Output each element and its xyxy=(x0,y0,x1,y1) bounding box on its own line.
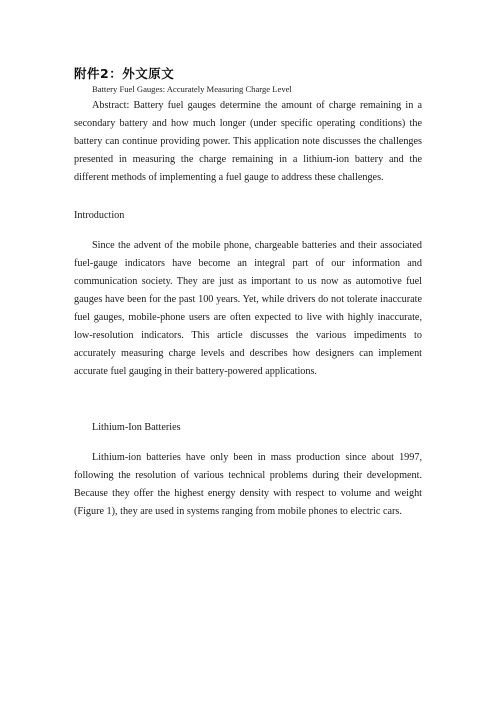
lithium-ion-paragraph: Lithium-ion batteries have only been in mass production since about 1997, following the resolution of various technical problems during their development. Because they offer the highest energy density with respect to volume and weight (Figure 1), they are used in systems ranging from mobile phones to electric cars. xyxy=(74,452,422,517)
section-heading-lithium-ion: Lithium-Ion Batteries xyxy=(92,422,181,433)
article-title: Battery Fuel Gauges: Accurately Measuring Charge Level xyxy=(92,84,292,94)
introduction-paragraph: Since the advent of the mobile phone, chargeable batteries and their associated fuel-gauge indicators have become an integral part of our information and communication society. They are just as important to us now as automotive fuel gauges have been for the past 100 years. Yet, while drivers do not tolerate inaccurate fuel gauges, mobile-phone users are often expected to live with highly inaccurate, low-resolution indicators. This article discusses the various impediments to accurately measuring charge levels and describes how designers can implement accurate fuel gauging in their battery-powered applications. xyxy=(74,240,422,377)
abstract-paragraph: Abstract: Battery fuel gauges determine the amount of charge remaining in a secondary battery and how much longer (under specific operating conditions) the battery can continue providing power. This application note discusses the challenges presented in measuring the charge remaining in a lithium-ion battery and the different methods of implementing a fuel gauge to address these challenges. xyxy=(74,100,422,183)
attachment-heading: 附件2：外文原文 xyxy=(74,66,175,81)
section-heading-introduction: Introduction xyxy=(74,210,125,221)
